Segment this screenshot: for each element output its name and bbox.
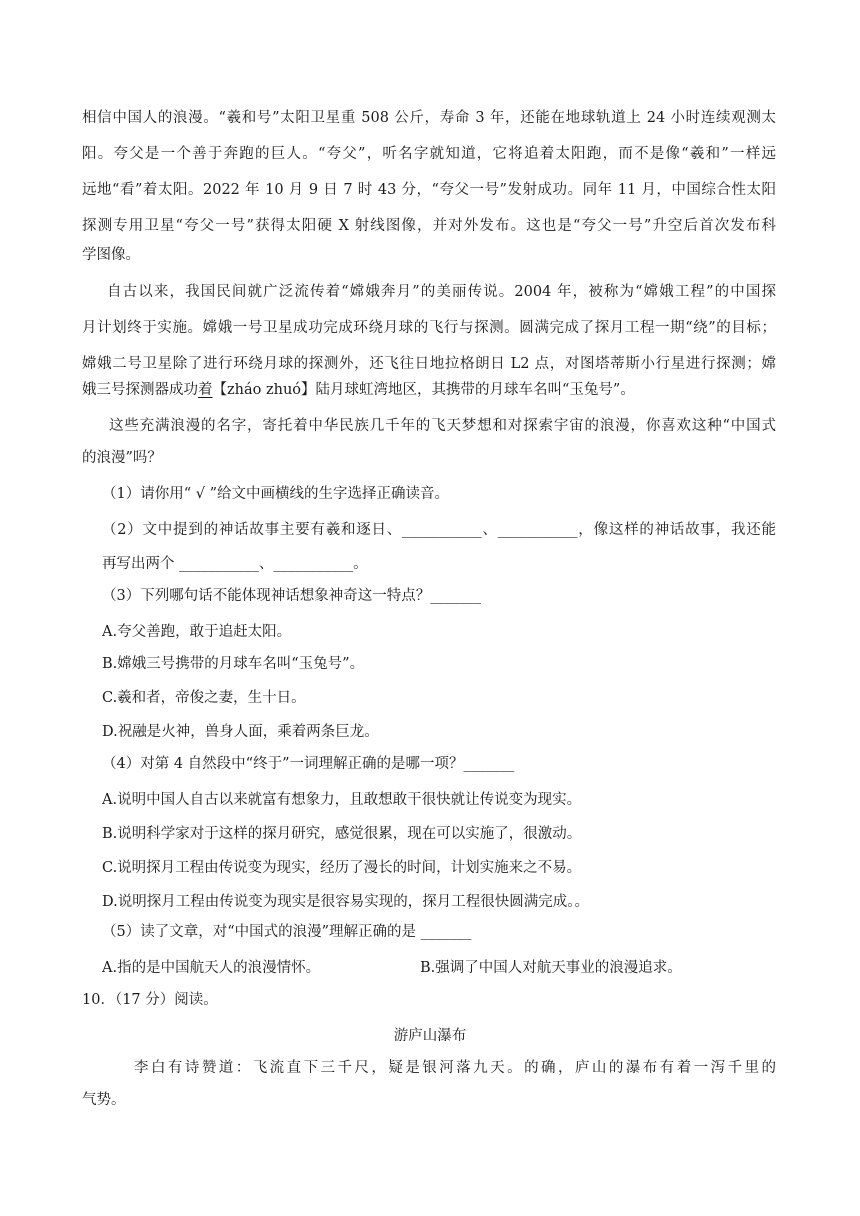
- question-1: （1）请你用“ √ ”给文中画横线的生字选择正确读音。: [102, 486, 450, 502]
- paragraph-3-line-1: 这些充满浪漫的名字，寄托着中华民族几千年的飞天梦想和对探索宇宙的浪漫，你喜欢这种“中国式: [109, 418, 776, 434]
- question-3-option-d: D.祝融是火神，兽身人面，乘着两条巨龙。: [102, 724, 379, 740]
- paragraph-1-line-2: 阳。夸父是一个善于奔跑的巨人。“夸父”，听名字就知道，它将追着太阳跑，而不是像“羲和”一样远: [82, 146, 776, 162]
- question-5-option-b: B.强调了中国人对航天事业的浪漫追求。: [420, 960, 682, 976]
- paragraph-2-line-1: 自古以来，我国民间就广泛流传着“嫦娥奔月”的美丽传说。2004 年，被称为“嫦娥工程”的中国探: [107, 284, 776, 300]
- passage-title: 游庐山瀑布: [393, 1028, 467, 1044]
- question-5-option-a: A.指的是中国航天人的浪漫情怀。: [102, 960, 321, 976]
- paragraph-1-line-1: 相信中国人的浪漫。“羲和号”太阳卫星重 508 公斤，寿命 3 年，还能在地球轨道上 24 小时连续观测太: [82, 110, 776, 126]
- question-3-option-b: B.嫦娥三号携带的月球车名叫“玉兔号”。: [102, 656, 365, 672]
- paragraph-2-line-4-after: 陆月球虹湾地区，其携带的月球车名叫“玉兔号”。: [315, 382, 635, 398]
- question-4-option-c: C.说明探月工程由传说变为现实，经历了漫长的时间，计划实施来之不易。: [102, 860, 582, 876]
- question-3-option-a: A.夸父善跑，敢于追赶太阳。: [102, 624, 292, 640]
- pinyin-options: 【zháo zhuó】: [212, 382, 316, 398]
- passage-line-2: 气势。: [82, 1092, 126, 1108]
- paragraph-1-line-3: 远地“看”着太阳。2022 年 10 月 9 日 7 时 43 分，“夸父一号”发射成功。同年 11 月，中国综合性太阳: [82, 182, 776, 198]
- paragraph-1-line-4: 探测专用卫星“夸父一号”获得太阳硬 X 射线图像，并对外发布。这也是“夸父一号”升空后首次发布科: [82, 218, 776, 234]
- question-4-option-d: D.说明探月工程由传说变为现实是很容易实现的，探月工程很快圆满完成。。: [102, 894, 589, 910]
- question-3-option-c: C.羲和者，帝俊之妻，生十日。: [102, 690, 306, 706]
- question-2-line-2: 再写出两个 ___________、___________。: [102, 556, 368, 572]
- question-4: （4）对第 4 自然段中“终于”一词理解正确的是哪一项？_______: [102, 756, 515, 772]
- paragraph-2-line-2: 月计划终于实施。嫦娥一号卫星成功完成环绕月球的飞行与探测。圆满完成了探月工程一期“绕”的目标；: [82, 320, 776, 336]
- underlined-char: 着: [198, 382, 213, 398]
- passage-line-1: 李白有诗赞道：飞流直下三千尺，疑是银河落九天。的确，庐山的瀑布有着一泻千里的: [134, 1060, 776, 1076]
- paragraph-3-line-2: 的浪漫”吗？: [82, 450, 162, 466]
- question-4-option-a: A.说明中国人自古以来就富有想象力，且敢想敢干很快就让传说变为现实。: [102, 792, 582, 808]
- paragraph-2-line-4: [82, 380, 635, 400]
- paragraph-1-line-5: 学图像。: [82, 247, 140, 263]
- question-5: （5）读了文章，对“中国式的浪漫”理解正确的是 _______: [102, 924, 472, 940]
- question-4-option-b: B.说明科学家对于这样的探月研究，感觉很累，现在可以实施了，很激动。: [102, 826, 582, 842]
- paragraph-2-line-3: 嫦娥二号卫星除了进行环绕月球的探测外，还飞往日地拉格朗日 L2 点，对图塔蒂斯小行星进行探测；嫦: [82, 356, 776, 372]
- paragraph-2-line-4-before: 娥三号探测器成功: [82, 382, 198, 398]
- question-2-line-1: （2）文中提到的神话故事主要有羲和逐日、___________、___________，像这样的神话故事，我还能: [102, 522, 776, 538]
- question-3: （3）下列哪句话不能体现神话想象神奇这一特点？_______: [102, 588, 481, 604]
- question-10-header: 10．（17 分）阅读。: [82, 992, 218, 1008]
